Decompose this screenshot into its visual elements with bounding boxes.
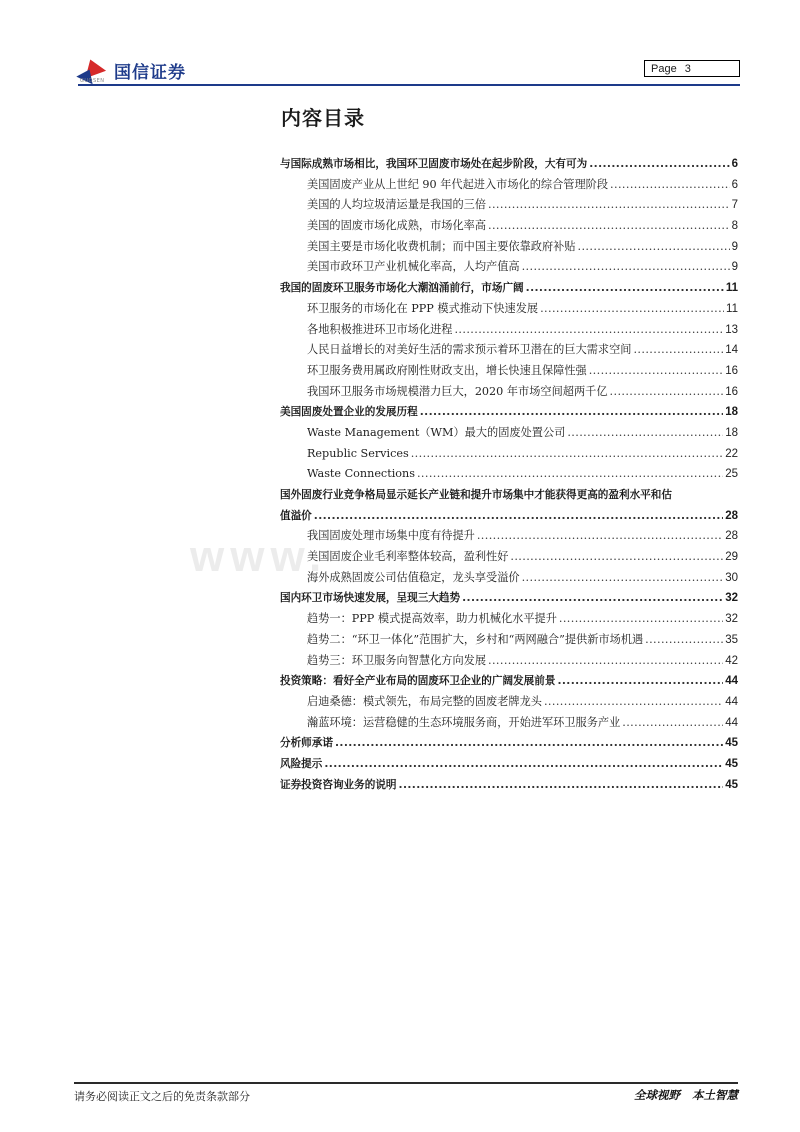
toc-page-number: 44 (725, 716, 738, 729)
toc-page-number: 42 (725, 654, 738, 667)
toc-entry-text: 趋势二：“环卫一体化”范围扩大，乡村和“两网融合”提供新市场机遇 (307, 632, 644, 646)
toc-entry-subheading[interactable] (280, 692, 738, 713)
toc-leader-dots (589, 154, 729, 175)
toc-page-number: 29 (725, 551, 738, 564)
toc-page-number: 6 (731, 158, 738, 170)
toc-entry-text: 美国主要是市场化收费机制；而中国主要依靠政府补贴 (307, 239, 576, 253)
toc-page-number: 30 (725, 571, 738, 584)
toc-leader-dots (540, 299, 724, 320)
toc-entry-subheading[interactable] (280, 382, 738, 403)
toc-page-number: 25 (725, 468, 738, 481)
toc-entry-text: 值溢价 (280, 509, 312, 522)
toc-entry-heading[interactable] (280, 154, 738, 175)
toc-leader-dots (589, 361, 724, 382)
toc-page-number: 7 (731, 199, 738, 212)
toc-page-number: 44 (725, 675, 738, 688)
toc-entry-subheading[interactable] (280, 444, 738, 465)
toc-page-number: 32 (725, 613, 738, 626)
toc-leader-dots (578, 237, 730, 258)
toc-entry-subheading[interactable] (280, 713, 738, 734)
toc-entry-text: 风险提示 (280, 757, 323, 770)
toc-leader-dots (488, 195, 730, 216)
toc-page-number: 28 (725, 509, 738, 522)
toc-entry-subheading[interactable] (280, 361, 738, 382)
toc-page-number: 35 (725, 633, 738, 646)
toc-entry-text: 我国固废处理市场集中度有待提升 (307, 529, 475, 543)
toc-page-number: 22 (725, 447, 738, 460)
toc-leader-dots (557, 671, 723, 692)
toc-leader-dots (567, 423, 723, 444)
toc-entry-heading[interactable] (280, 733, 738, 754)
toc-entry-text: 投资策略：看好全产业布局的固废环卫企业的广阔发展前景 (280, 675, 556, 688)
toc-leader-dots (314, 506, 723, 527)
toc-entry-heading[interactable] (280, 402, 738, 423)
toc-entry-heading[interactable] (280, 671, 738, 692)
toc-title: 内容目录 (281, 106, 365, 130)
toc-entry-subheading[interactable] (280, 630, 738, 651)
toc-page-number: 13 (725, 323, 738, 336)
toc-entry-text: 环卫服务费用属政府刚性财政支出，增长快速且保障性强 (307, 363, 587, 377)
footer-divider (74, 1082, 738, 1084)
toc-page-number: 14 (725, 344, 738, 357)
toc-entry-heading[interactable] (280, 775, 738, 796)
toc-entry-text: 分析师承诺 (280, 737, 333, 750)
page-header (78, 52, 740, 86)
toc-entry-text: Waste Management（WM）最大的固废处置公司 (307, 425, 566, 439)
toc-entry-text: 证券投资咨询业务的说明 (280, 778, 397, 791)
toc-entry-text: 人民日益增长的对美好生活的需求预示着环卫潜在的巨大需求空间 (307, 343, 632, 357)
toc-leader-dots (544, 692, 723, 713)
toc-leader-dots (610, 382, 724, 403)
toc-entry-subheading[interactable] (280, 464, 738, 485)
toc-entry-subheading[interactable] (280, 175, 738, 196)
table-of-contents (280, 154, 738, 795)
toc-page-number: 45 (725, 737, 738, 750)
footer-slogan (634, 1087, 738, 1103)
toc-leader-dots (462, 588, 723, 609)
toc-entry-heading[interactable] (280, 588, 738, 609)
toc-entry-subheading[interactable] (280, 320, 738, 341)
toc-leader-dots (510, 547, 723, 568)
toc-entry-subheading[interactable] (280, 257, 738, 278)
toc-entry-subheading[interactable] (280, 609, 738, 630)
toc-leader-dots (522, 257, 730, 278)
page-indicator (644, 60, 740, 77)
toc-entry-subheading[interactable] (280, 651, 738, 672)
toc-page-number: 9 (731, 240, 738, 253)
toc-leader-dots (417, 464, 723, 485)
toc-entry-heading[interactable] (280, 754, 738, 775)
toc-leader-dots (645, 630, 723, 651)
toc-entry-text: 美国市政环卫产业机械化率高，人均产值高 (307, 260, 520, 274)
toc-page-number: 44 (725, 695, 738, 708)
toc-entry-text: 美国的固废市场化成熟，市场化率高 (307, 219, 487, 233)
toc-entry-text: 国内环卫市场快速发展，呈现三大趋势 (280, 592, 461, 605)
toc-leader-dots (399, 775, 724, 796)
toc-leader-dots (411, 444, 723, 465)
toc-leader-dots (454, 320, 723, 341)
toc-entry-text: Republic Services (307, 446, 409, 460)
toc-entry-text: 趋势三：环卫服务向智慧化方向发展 (307, 653, 487, 667)
logo-subtext: GUOSEN (80, 78, 105, 84)
toc-entry-text: 美国固废产业从上世纪 90 年代起进入市场化的综合管理阶段 (307, 177, 609, 191)
disclaimer-note: 请务必阅读正文之后的免责条款部分 (74, 1090, 250, 1103)
toc-entry-heading[interactable] (280, 278, 738, 299)
toc-entry-text: 美国的人均垃圾清运量是我国的三倍 (307, 198, 487, 212)
toc-leader-dots (420, 402, 723, 423)
toc-page-number: 9 (731, 261, 738, 274)
toc-entry-text: 瀚蓝环境：运营稳健的生态环境服务商，开始进军环卫服务产业 (307, 715, 621, 729)
toc-entry-text: 与国际成熟市场相比，我国环卫固废市场处在起步阶段，大有可为 (280, 158, 588, 170)
toc-entry-text: 海外成熟固废公司估值稳定，龙头享受溢价 (307, 570, 520, 584)
toc-page-number: 6 (731, 178, 738, 191)
toc-entry-subheading[interactable] (280, 547, 738, 568)
toc-leader-dots (610, 175, 730, 196)
toc-page-number: 18 (725, 406, 738, 419)
toc-page-number: 32 (725, 592, 738, 605)
toc-leader-dots (559, 609, 723, 630)
toc-entry-subheading[interactable] (280, 216, 738, 237)
toc-page-number: 18 (725, 426, 738, 439)
toc-leader-dots (622, 713, 723, 734)
toc-entry-subheading[interactable] (280, 340, 738, 361)
toc-entry-text: 环卫服务的市场化在 PPP 模式推动下快速发展 (307, 301, 539, 315)
toc-entry-text: 趋势一：PPP 模式提高效率，助力机械化水平提升 (307, 612, 557, 626)
page-number: 3 (684, 63, 691, 75)
toc-page-number: 45 (725, 757, 738, 770)
toc-entry-subheading[interactable] (280, 237, 738, 258)
toc-entry-text: 启迪桑德：模式领先，布局完整的固废老牌龙头 (307, 694, 542, 708)
toc-entry-text: 美国固废企业毛利率整体较高，盈利性好 (307, 550, 509, 564)
toc-entry-subheading[interactable] (280, 299, 738, 320)
toc-entry-text: 我国的固废环卫服务市场化大潮汹涌前行，市场广阔 (280, 282, 524, 295)
logo-text: 国信证券 (114, 62, 186, 83)
toc-leader-dots (477, 526, 723, 547)
toc-page-number: 8 (731, 220, 738, 233)
header-divider (78, 84, 740, 86)
toc-page-number: 16 (725, 364, 738, 377)
toc-leader-dots (335, 733, 723, 754)
toc-page-number: 11 (726, 302, 738, 315)
toc-page-number: 28 (725, 530, 738, 543)
toc-entry-text: 美国固废处置企业的发展历程 (280, 406, 418, 419)
toc-leader-dots (488, 651, 723, 672)
toc-entry-heading[interactable]: 国外固废行业竞争格局显示延长产业链和提升市场集中才能获得更高的盈利水平和估 (280, 489, 672, 501)
toc-entry-text: Waste Connections (307, 467, 415, 481)
toc-entry-text: 我国环卫服务市场规模潜力巨大，2020 年市场空间超两千亿 (307, 384, 608, 398)
watermark: www. (190, 532, 328, 581)
toc-page-number: 45 (725, 778, 738, 791)
toc-page-number: 11 (725, 282, 738, 295)
toc-entry-subheading[interactable] (280, 423, 738, 444)
slogan-part-2: 本土智慧 (692, 1088, 738, 1102)
toc-leader-dots (633, 340, 723, 361)
toc-page-number: 16 (725, 385, 738, 398)
page-label: Page (651, 63, 677, 75)
toc-entry-heading-cont[interactable] (280, 506, 738, 527)
toc-entry-subheading[interactable] (280, 526, 738, 547)
toc-leader-dots (488, 216, 730, 237)
toc-entry-text: 各地积极推进环卫市场化进程 (307, 322, 453, 336)
slogan-part-1: 全球视野 (634, 1088, 680, 1102)
toc-leader-dots (526, 278, 724, 299)
toc-entry-subheading[interactable] (280, 195, 738, 216)
toc-entry-subheading[interactable] (280, 568, 738, 589)
toc-leader-dots (324, 754, 723, 775)
toc-leader-dots (522, 568, 724, 589)
